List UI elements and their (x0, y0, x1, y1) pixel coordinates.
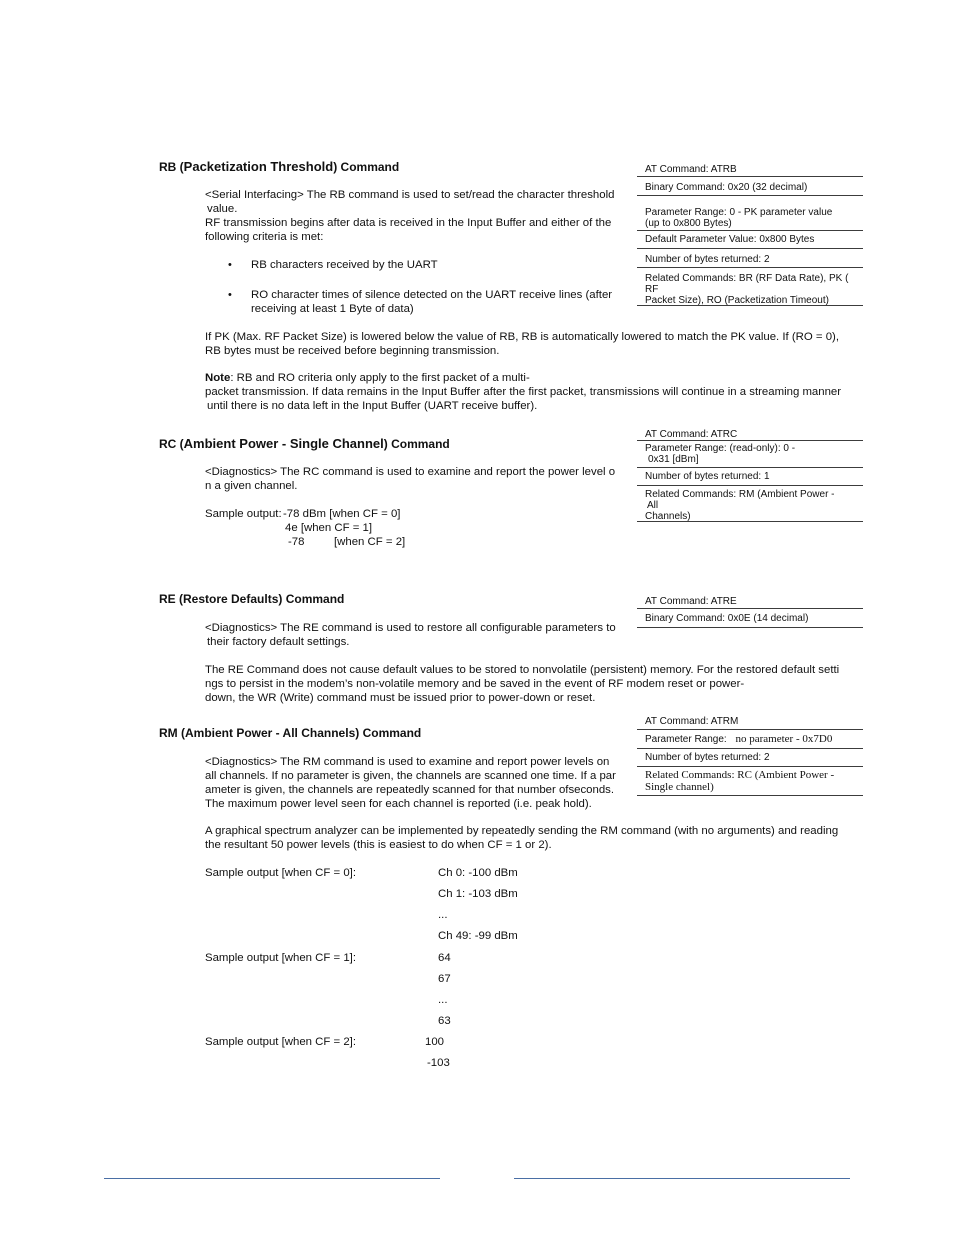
bullet-icon: • (228, 289, 232, 301)
rb-binary-command: Binary Command: 0x20 (32 decimal) (637, 177, 863, 196)
rm-cf1-line: ... (438, 994, 448, 1006)
rm-spectrum-paragraph: A graphical spectrum analyzer can be implemented by repeatedly sending the RM command (with no arguments) and reading the resultant 50 power levels (this is easiest to do when CF = 1 or 2). (205, 825, 839, 851)
rm-heading: RM (Ambient Power - All Channels) Command (159, 726, 422, 740)
re-command-table (637, 593, 863, 628)
rb-parameter-range: Parameter Range: 0 - PK parameter value (up to 0x800 Bytes) (637, 196, 863, 231)
rb-bullet-2: RO character times of silence detected on the UART receive lines (after receiving at least 1 Byte of data) (251, 289, 613, 315)
rm-description: <Diagnostics> The RM command is used to examine and report power levels on all channels. If no parameter is given, the channels are scanned one time. If a par ameter is given, the channels are repeatedly scanned for that number ofseconds. The maximum power level seen for each channel is reported (i.e. peak hold). (205, 756, 616, 810)
rc-sample-label: Sample output: (205, 508, 282, 520)
rm-bytes-returned: Number of bytes returned: 2 (637, 749, 863, 767)
rm-related-commands: Related Commands: RC (Ambient Power - Single channel) (637, 767, 863, 796)
rm-cf0-line: ... (438, 909, 448, 921)
rm-cf0-line: Ch 0: -100 dBm (438, 867, 518, 879)
rb-bullet-1: RB characters received by the UART (251, 259, 438, 271)
rb-bytes-returned: Number of bytes returned: 2 (637, 249, 863, 268)
rc-description: <Diagnostics> The RC command is used to examine and report the power level o n a given channel. (205, 466, 616, 492)
rm-cf2-line: 100 (425, 1036, 445, 1048)
rb-description: <Serial Interfacing> The RB command is used to set/read the character threshold value. RF transmission begins after data is received in the Input Buffer and either of the following criteria is met: (205, 189, 615, 243)
re-paragraph: The RE Command does not cause default values to be stored to nonvolatile (persistent) memory. For the restored default setti ngs to persist in the modem’s non-volatile memory and be saved in the event of RF modem reset or power- down, the WR (Write) command must be issued prior to power-down or reset. (205, 664, 840, 704)
rb-command-table (637, 162, 863, 306)
re-at-command: AT Command: ATRE (637, 593, 863, 609)
rc-sample-cf2-note: [when CF = 2] (334, 536, 406, 548)
rm-cf0-line: Ch 49: -99 dBm (438, 930, 518, 942)
rm-parameter-range: Parameter Range: no parameter - 0x7D0 (637, 730, 863, 749)
rm-cf1-line: 63 (438, 1015, 451, 1027)
rc-sample-cf2-value: -78 (288, 536, 305, 548)
re-heading: RE (Restore Defaults) Command (159, 592, 345, 606)
footer-rule-right (514, 1178, 850, 1179)
rc-bytes-returned: Number of bytes returned: 1 (637, 468, 863, 486)
rc-at-command: AT Command: ATRC (637, 427, 863, 441)
rc-heading: RC (Ambient Power - Single Channel) Command (159, 436, 450, 451)
re-description: <Diagnostics> The RE command is used to restore all configurable parameters to their factory default settings. (205, 622, 616, 648)
rb-related-commands: Related Commands: BR (RF Data Rate), PK ( RF Packet Size), RO (Packetization Timeout) (637, 268, 863, 306)
re-binary-command: Binary Command: 0x0E (14 decimal) (637, 609, 863, 628)
rc-sample-cf0: -78 dBm [when CF = 0] (283, 508, 401, 520)
rm-cf2-line: -103 (427, 1057, 450, 1069)
rb-at-command: AT Command: ATRB (637, 162, 863, 177)
rb-heading: RB (Packetization Threshold) Command (159, 159, 400, 174)
footer-rule-left (104, 1178, 440, 1179)
rm-cf2-label: Sample output [when CF = 2]: (205, 1036, 357, 1048)
rm-at-command: AT Command: ATRM (637, 713, 863, 730)
rm-cf1-line: 64 (438, 952, 451, 964)
rb-default-value: Default Parameter Value: 0x800 Bytes (637, 231, 863, 249)
rm-cf1-line: 67 (438, 973, 451, 985)
rm-cf0-label: Sample output [when CF = 0]: (205, 867, 357, 879)
rc-related-commands: Related Commands: RM (Ambient Power - All Channels) (637, 486, 863, 522)
rb-pk-paragraph: If PK (Max. RF Packet Size) is lowered below the value of RB, RB is automatically lowered to match the PK value. If (RO = 0), RB bytes must be received before beginning transmission. (205, 331, 840, 357)
rb-note: Note: RB and RO criteria only apply to the first packet of a multi- packet transmission. If data remains in the Input Buffer after the first packet, transmissions will continue in a streaming manner until there is no data left in the Input Buffer (UART receive buffer). (205, 372, 842, 412)
rc-parameter-range: Parameter Range: (read-only): 0 - 0x31 [dBm] (637, 441, 863, 468)
rm-cf1-label: Sample output [when CF = 1]: (205, 952, 357, 964)
rm-command-table (637, 713, 863, 796)
rc-command-table (637, 427, 863, 522)
rc-sample-cf1: 4e [when CF = 1] (285, 522, 373, 534)
rm-cf0-line: Ch 1: -103 dBm (438, 888, 518, 900)
bullet-icon: • (228, 259, 232, 271)
